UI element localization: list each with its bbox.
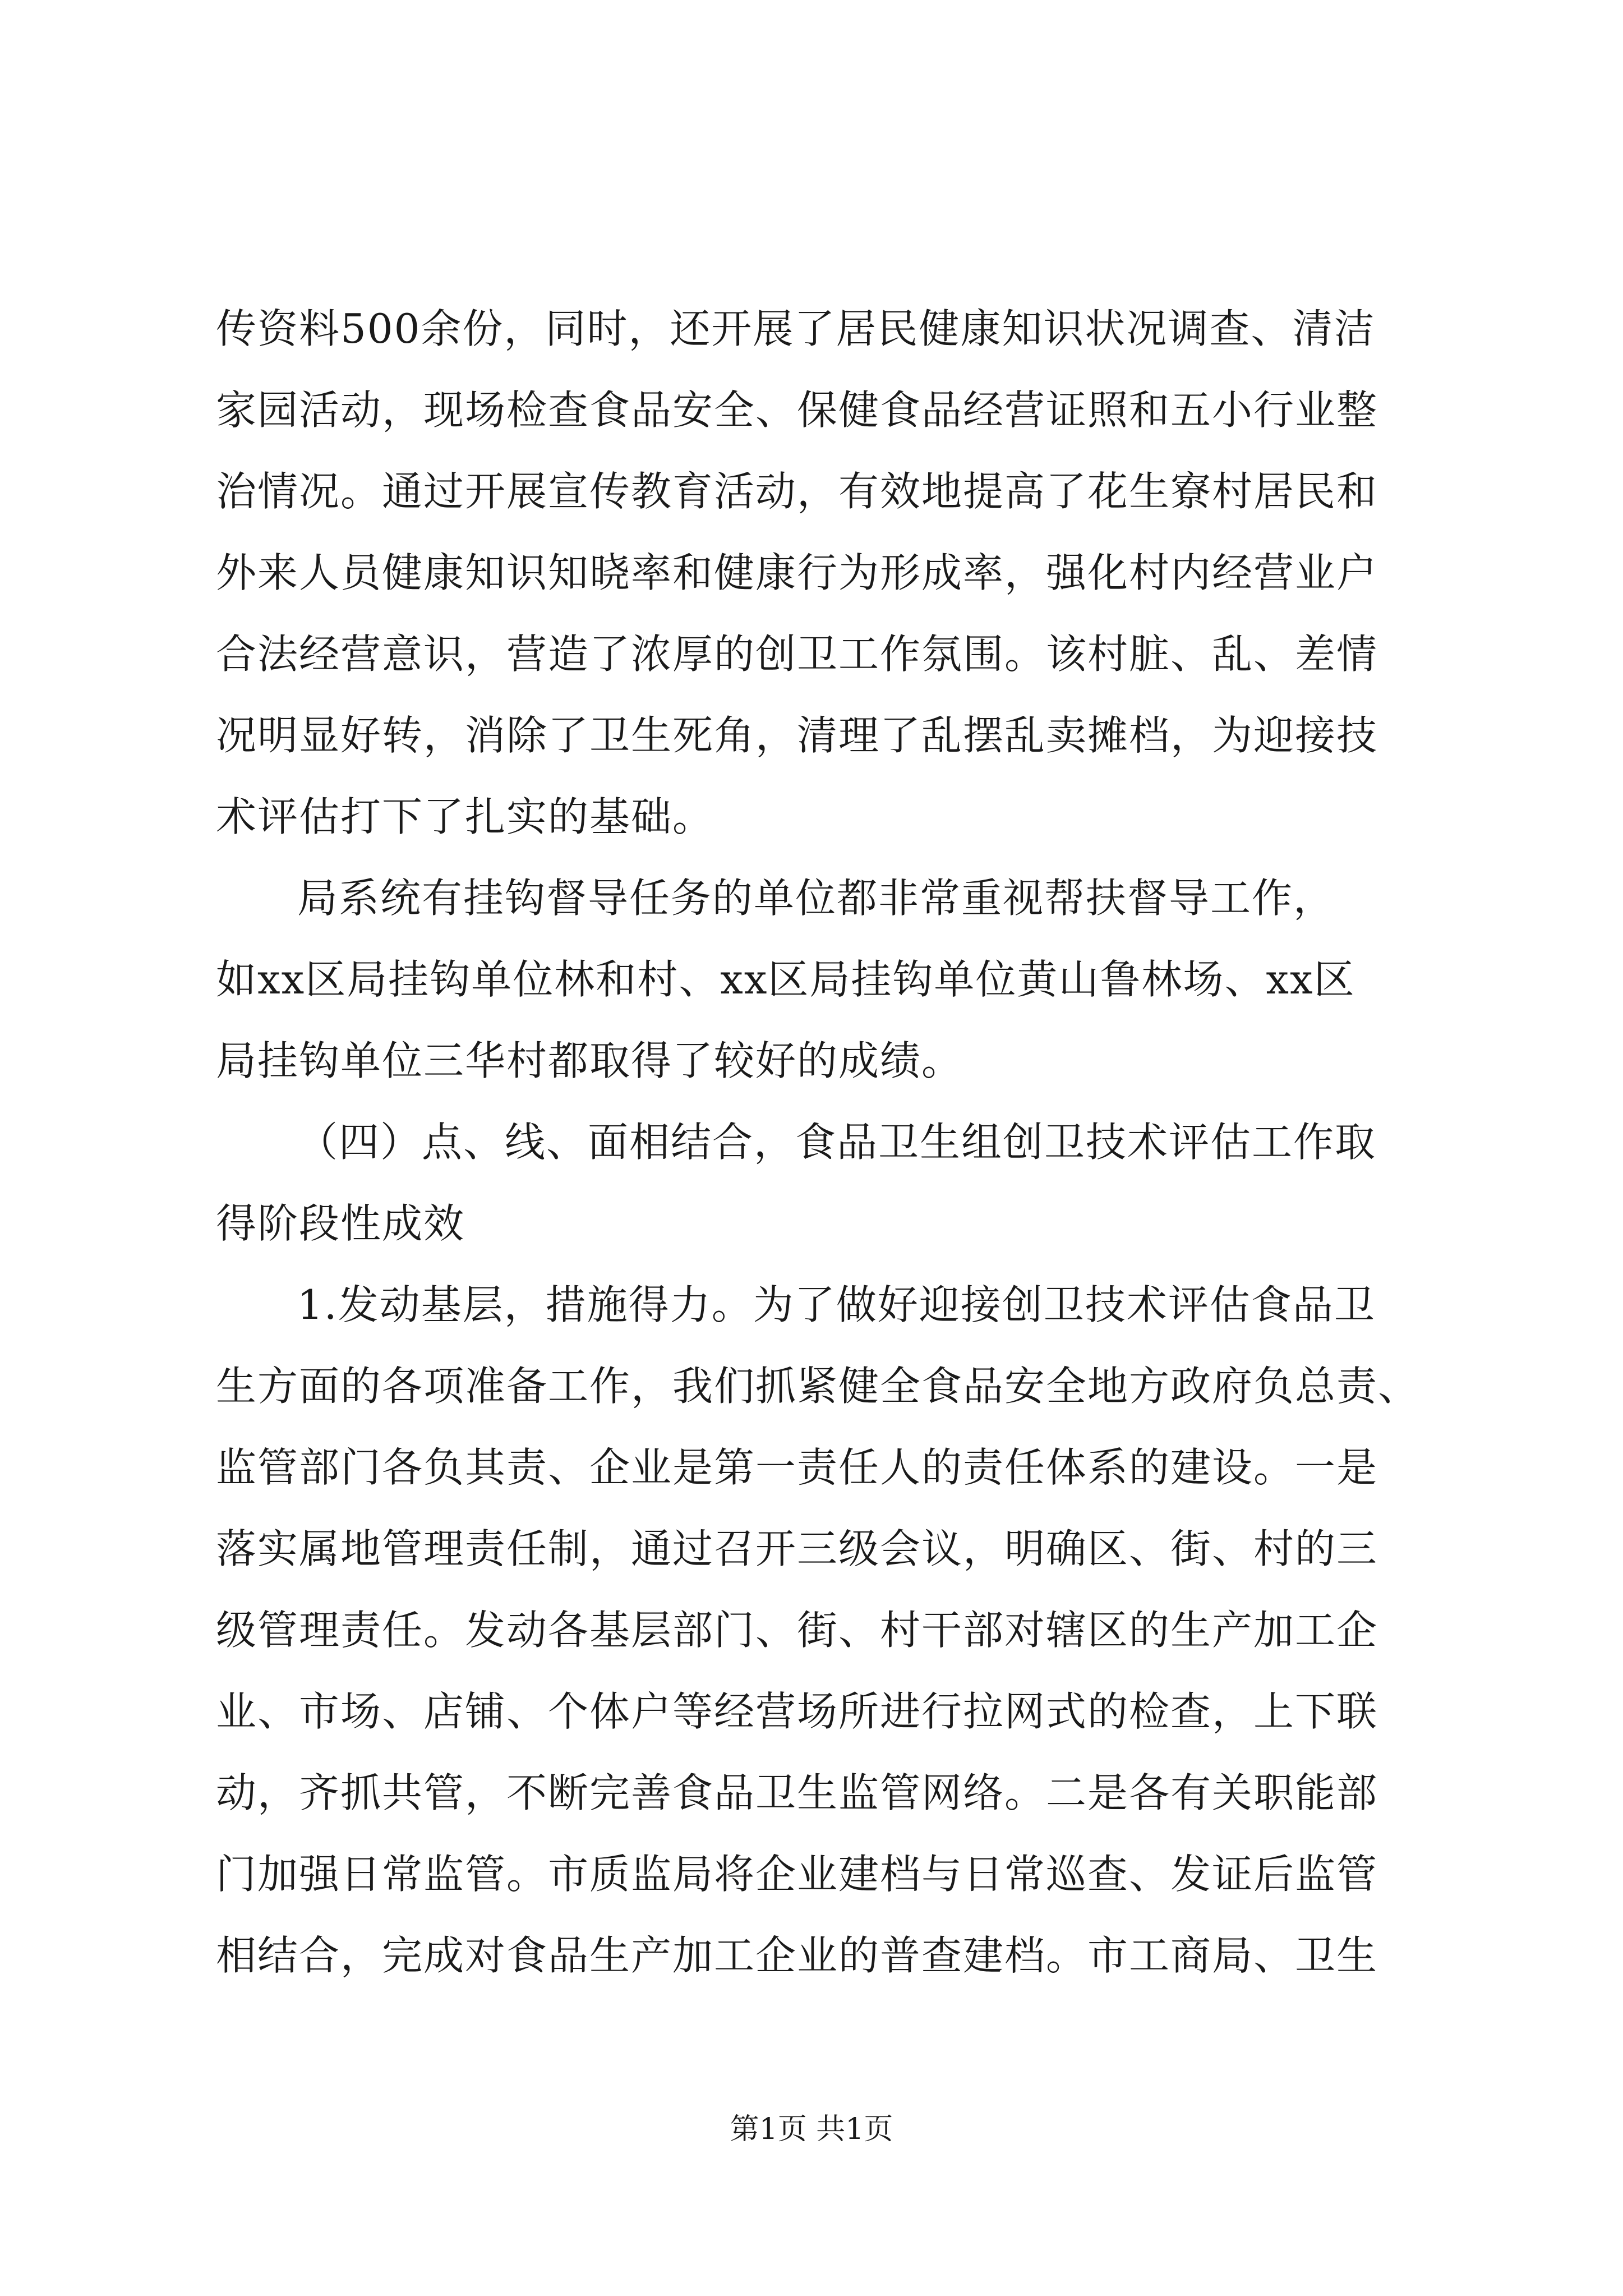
page-footer: 第1页 共1页 <box>730 2113 893 2146</box>
paragraph-line: 级管理责任。发动各基层部门、街、村干部对辖区的生产加工企 <box>216 1607 1378 1654</box>
paragraph-line: 业、市场、店铺、个体户等经营场所进行拉网式的检查，上下联 <box>216 1688 1378 1735</box>
paragraph-line: 动，齐抓共管，不断完善食品卫生监管网络。二是各有关职能部 <box>216 1769 1378 1816</box>
paragraph-line: 1.发动基层，措施得力。为了做好迎接创卫技术评估食品卫 <box>297 1281 1376 1328</box>
paragraph-line: 术评估打下了扎实的基础。 <box>216 793 714 840</box>
paragraph-line: 局挂钩单位三华村都取得了较好的成绩。 <box>216 1037 963 1084</box>
section-heading-line: 得阶段性成效 <box>216 1200 465 1247</box>
paragraph-line: 落实属地管理责任制，通过召开三级会议，明确区、街、村的三 <box>216 1525 1378 1572</box>
paragraph-line: 门加强日常监管。市质监局将企业建档与日常巡查、发证后监管 <box>216 1851 1378 1898</box>
paragraph-line: 家园活动，现场检查食品安全、保健食品经营证照和五小行业整 <box>216 386 1378 434</box>
paragraph-line: 传资料500余份，同时，还开展了居民健康知识状况调查、清洁 <box>216 305 1376 352</box>
paragraph-line: 治情况。通过开展宣传教育活动，有效地提高了花生寮村居民和 <box>216 468 1378 515</box>
paragraph-line: 监管部门各负其责、企业是第一责任人的责任体系的建设。一是 <box>216 1444 1378 1491</box>
paragraph-line: 相结合，完成对食品生产加工企业的普查建档。市工商局、卫生 <box>216 1932 1378 1979</box>
paragraph-line: 如xx区局挂钩单位林和村、xx区局挂钩单位黄山鲁林场、xx区 <box>216 956 1355 1003</box>
section-heading-line: （四）点、线、面相结合，食品卫生组创卫技术评估工作取 <box>297 1119 1377 1166</box>
paragraph-line: 合法经营意识，营造了浓厚的创卫工作氛围。该村脏、乱、差情 <box>216 631 1378 678</box>
paragraph-line: 况明显好转，消除了卫生死角，清理了乱摆乱卖摊档，为迎接技 <box>216 712 1378 759</box>
paragraph-line: 局系统有挂钩督导任务的单位都非常重视帮扶督导工作， <box>297 875 1335 922</box>
paragraph-line: 外来人员健康知识知晓率和健康行为形成率，强化村内经营业户 <box>216 549 1378 596</box>
paragraph-line: 生方面的各项准备工作，我们抓紧健全食品安全地方政府负总责、 <box>216 1363 1420 1410</box>
